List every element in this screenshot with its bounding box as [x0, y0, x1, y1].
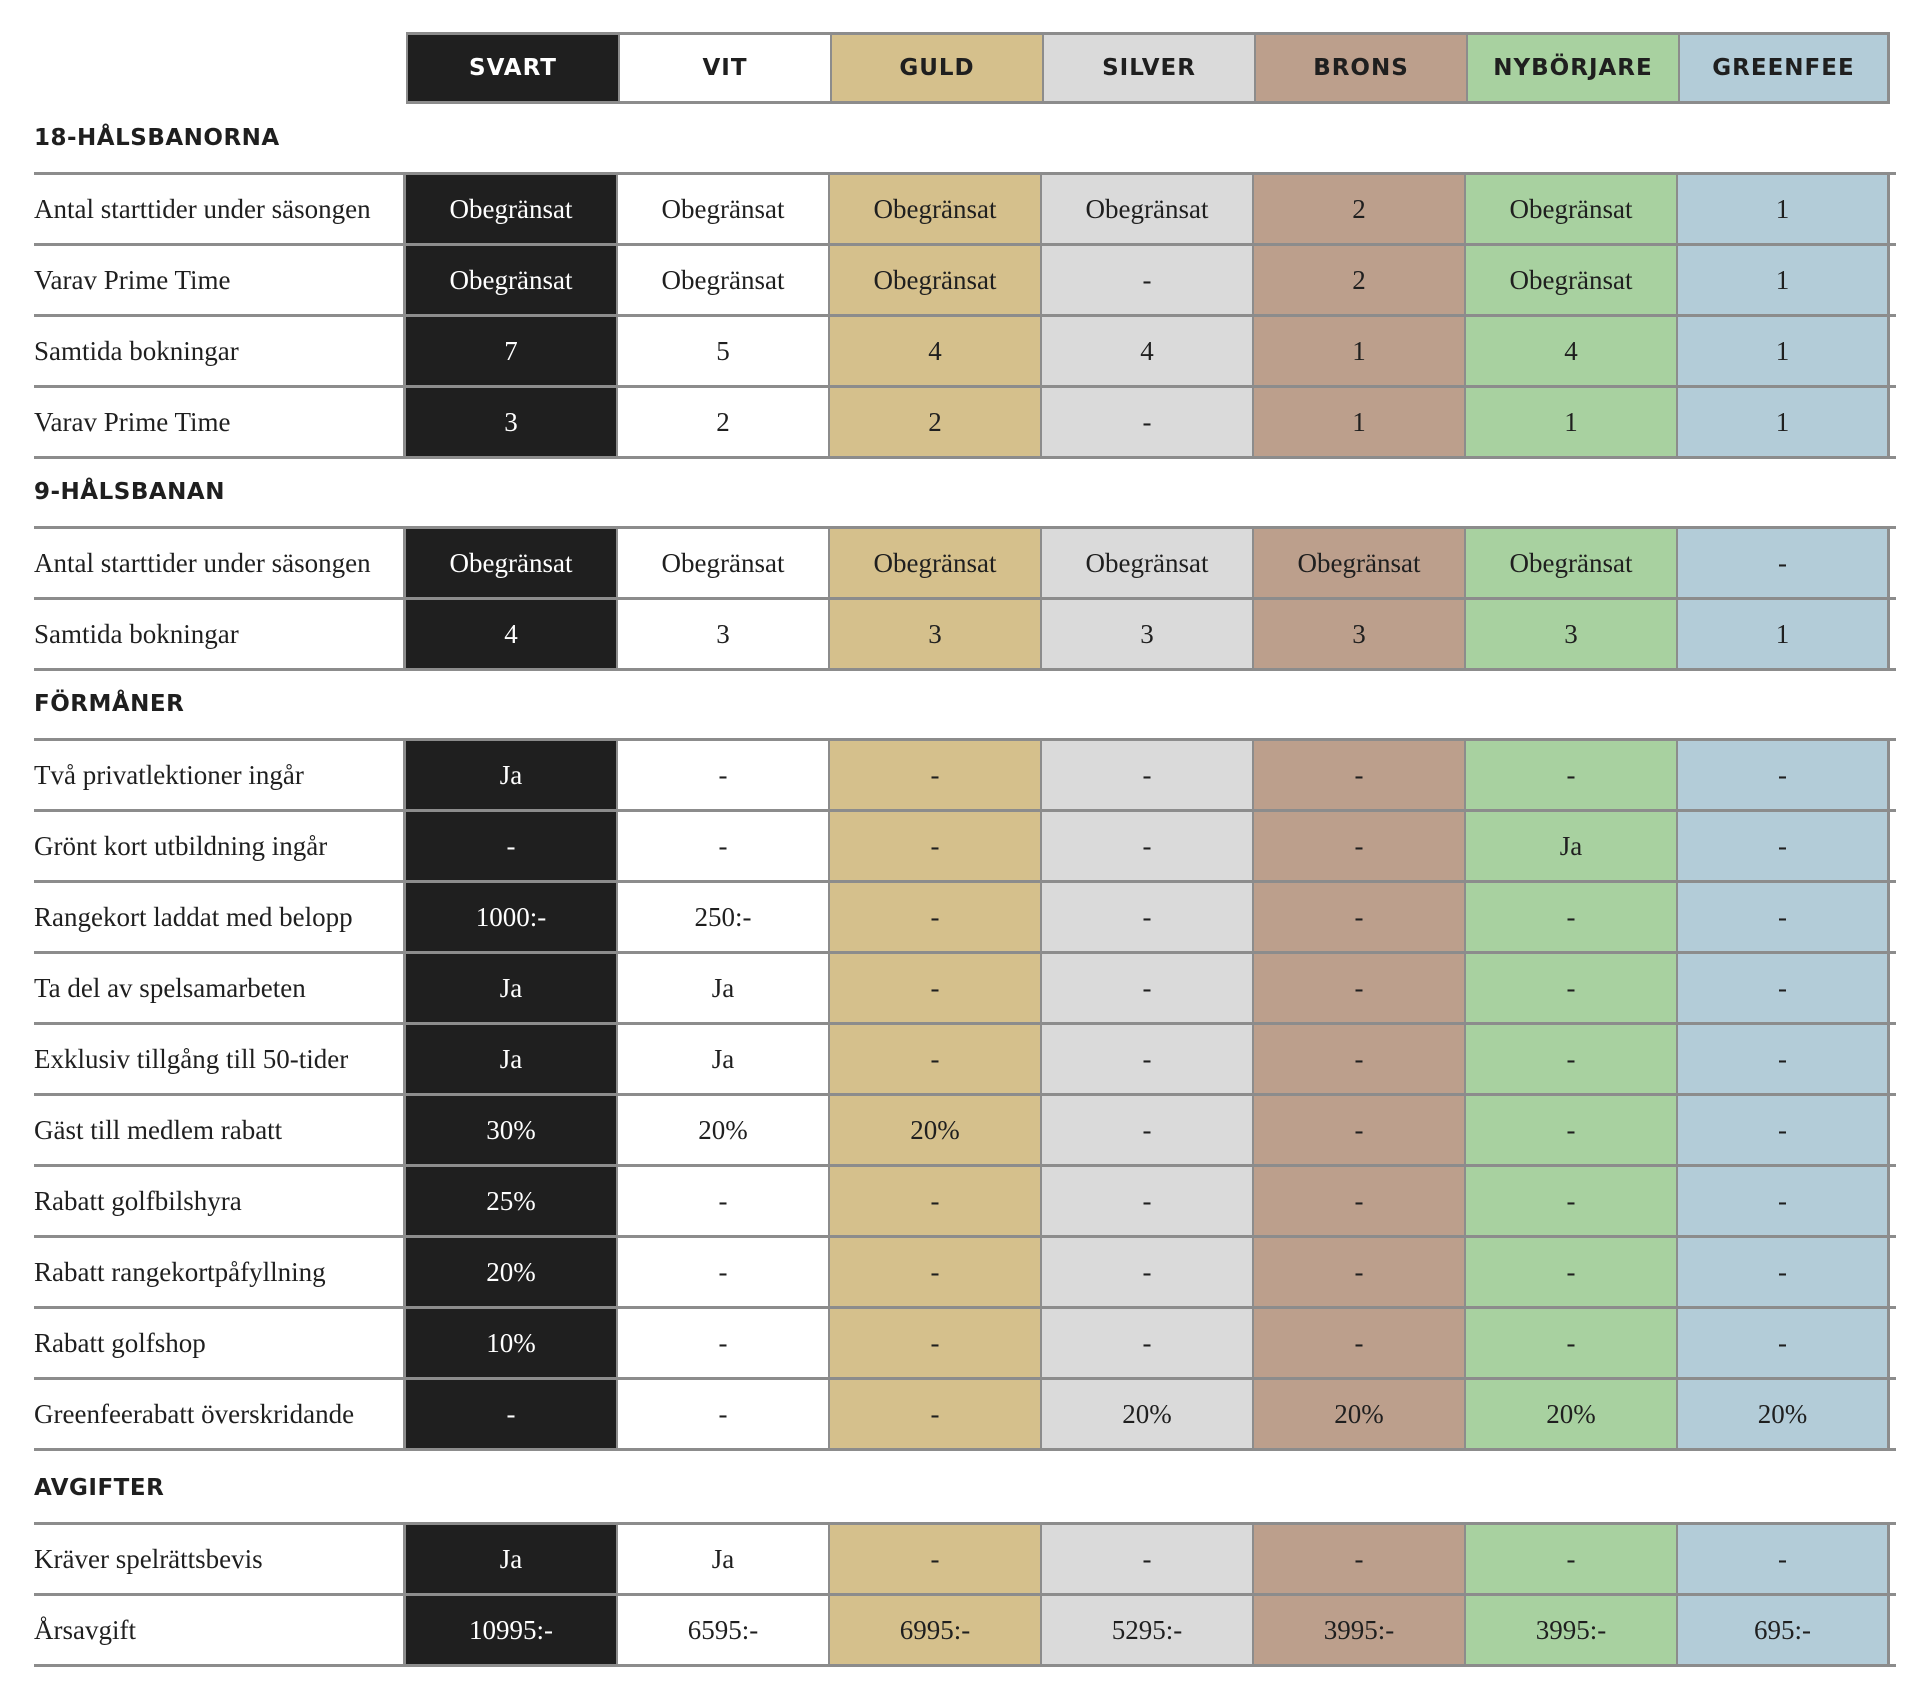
table-cell-brons: 3995:-: [1254, 1596, 1466, 1664]
row-label: Antal starttider under säsongen: [34, 529, 406, 597]
column-header-silver: SILVER: [1042, 32, 1254, 104]
table-cell-svart: Obegränsat: [406, 246, 618, 314]
table-cell-vit: 3: [618, 600, 830, 668]
table-cell-nybörjare: -: [1466, 1309, 1678, 1377]
table-cell-svart: 4: [406, 600, 618, 668]
table-cell-vit: -: [618, 741, 830, 809]
table-cell-nybörjare: -: [1466, 1167, 1678, 1235]
table-cell-silver: -: [1042, 1238, 1254, 1306]
table-cell-guld: -: [830, 1525, 1042, 1593]
table-row: [34, 1380, 1896, 1451]
table-row: [34, 388, 1896, 459]
table-cell-greenfee: -: [1678, 812, 1890, 880]
table-row: [34, 812, 1896, 883]
table-cell-brons: 3: [1254, 600, 1466, 668]
column-header-nybörjare: NYBÖRJARE: [1466, 32, 1678, 104]
table-cell-guld: -: [830, 1309, 1042, 1377]
table-cell-svart: 25%: [406, 1167, 618, 1235]
table-cell-svart: Ja: [406, 1025, 618, 1093]
section-fees: [34, 1454, 1896, 1667]
table-cell-nybörjare: Obegränsat: [1466, 246, 1678, 314]
table-cell-nybörjare: -: [1466, 954, 1678, 1022]
table-cell-svart: 10995:-: [406, 1596, 618, 1664]
table-cell-guld: -: [830, 954, 1042, 1022]
table-cell-nybörjare: -: [1466, 1025, 1678, 1093]
table-cell-silver: -: [1042, 883, 1254, 951]
table-cell-guld: -: [830, 1025, 1042, 1093]
section-title: FÖRMÅNER: [34, 691, 185, 717]
table-cell-vit: Ja: [618, 954, 830, 1022]
table-cell-guld: -: [830, 1380, 1042, 1448]
table-cell-nybörjare: Obegränsat: [1466, 175, 1678, 243]
table-cell-greenfee: -: [1678, 1025, 1890, 1093]
table-cell-nybörjare: -: [1466, 1525, 1678, 1593]
table-row: [34, 175, 1896, 246]
table-cell-brons: -: [1254, 1167, 1466, 1235]
table-cell-vit: Obegränsat: [618, 529, 830, 597]
table-cell-greenfee: -: [1678, 883, 1890, 951]
table-row: [34, 954, 1896, 1025]
table-row: [34, 1525, 1896, 1596]
table-row: [34, 529, 1896, 600]
table-cell-brons: -: [1254, 1096, 1466, 1164]
row-label: Rabatt golfshop: [34, 1309, 406, 1377]
row-label: Samtida bokningar: [34, 317, 406, 385]
table-cell-guld: -: [830, 883, 1042, 951]
table-cell-svart: Obegränsat: [406, 175, 618, 243]
table-cell-silver: -: [1042, 246, 1254, 314]
column-header-vit: VIT: [618, 32, 830, 104]
table-cell-svart: Obegränsat: [406, 529, 618, 597]
table-cell-greenfee: -: [1678, 529, 1890, 597]
table-cell-greenfee: -: [1678, 1309, 1890, 1377]
table-cell-svart: 1000:-: [406, 883, 618, 951]
table-cell-guld: Obegränsat: [830, 246, 1042, 314]
section-title: 18-HÅLSBANORNA: [34, 125, 280, 151]
table-cell-svart: Ja: [406, 954, 618, 1022]
row-label: Ta del av spelsamarbeten: [34, 954, 406, 1022]
table-cell-brons: -: [1254, 1309, 1466, 1377]
column-header-greenfee: GREENFEE: [1678, 32, 1890, 104]
table-cell-guld: -: [830, 1238, 1042, 1306]
table-cell-vit: -: [618, 1380, 830, 1448]
table-cell-vit: -: [618, 812, 830, 880]
table-row: [34, 246, 1896, 317]
table-cell-vit: 6595:-: [618, 1596, 830, 1664]
row-label: Varav Prime Time: [34, 388, 406, 456]
table-row: [34, 1025, 1896, 1096]
table-cell-guld: -: [830, 1167, 1042, 1235]
table-cell-guld: Obegränsat: [830, 529, 1042, 597]
table-cell-brons: 20%: [1254, 1380, 1466, 1448]
table-cell-silver: 5295:-: [1042, 1596, 1254, 1664]
table-cell-greenfee: -: [1678, 1525, 1890, 1593]
row-label: Samtida bokningar: [34, 600, 406, 668]
row-label: Gäst till medlem rabatt: [34, 1096, 406, 1164]
table-cell-silver: -: [1042, 1096, 1254, 1164]
row-label: Varav Prime Time: [34, 246, 406, 314]
table-cell-svart: 7: [406, 317, 618, 385]
table-row: [34, 317, 1896, 388]
table-cell-svart: 20%: [406, 1238, 618, 1306]
table-cell-greenfee: -: [1678, 1238, 1890, 1306]
table-cell-nybörjare: -: [1466, 741, 1678, 809]
table-cell-vit: 20%: [618, 1096, 830, 1164]
section-benefits: [34, 670, 1896, 1451]
table-cell-greenfee: 1: [1678, 388, 1890, 456]
table-cell-greenfee: 1: [1678, 175, 1890, 243]
table-cell-silver: 20%: [1042, 1380, 1254, 1448]
row-label: Greenfeerabatt överskridande: [34, 1380, 406, 1448]
table-cell-guld: -: [830, 741, 1042, 809]
table-cell-nybörjare: -: [1466, 883, 1678, 951]
table-cell-svart: Ja: [406, 741, 618, 809]
table-row: [34, 883, 1896, 954]
table-cell-brons: -: [1254, 1025, 1466, 1093]
table-cell-brons: -: [1254, 812, 1466, 880]
row-label: Antal starttider under säsongen: [34, 175, 406, 243]
table-cell-silver: Obegränsat: [1042, 175, 1254, 243]
table-cell-guld: -: [830, 812, 1042, 880]
table-cell-nybörjare: 3995:-: [1466, 1596, 1678, 1664]
table-cell-guld: 4: [830, 317, 1042, 385]
table-cell-brons: 2: [1254, 246, 1466, 314]
table-cell-nybörjare: 1: [1466, 388, 1678, 456]
table-cell-guld: Obegränsat: [830, 175, 1042, 243]
table-cell-silver: 4: [1042, 317, 1254, 385]
row-label: Årsavgift: [34, 1596, 406, 1664]
table-cell-brons: 2: [1254, 175, 1466, 243]
column-header-guld: GULD: [830, 32, 1042, 104]
table-cell-vit: Obegränsat: [618, 175, 830, 243]
table-cell-vit: Ja: [618, 1025, 830, 1093]
table-cell-svart: -: [406, 812, 618, 880]
table-cell-silver: -: [1042, 1025, 1254, 1093]
table-cell-nybörjare: 4: [1466, 317, 1678, 385]
table-cell-nybörjare: 20%: [1466, 1380, 1678, 1448]
table-cell-vit: 5: [618, 317, 830, 385]
table-cell-greenfee: -: [1678, 1096, 1890, 1164]
table-cell-brons: -: [1254, 1525, 1466, 1593]
table-cell-vit: -: [618, 1238, 830, 1306]
section-title: 9-HÅLSBANAN: [34, 479, 225, 505]
table-row: [34, 600, 1896, 671]
table-cell-greenfee: 1: [1678, 600, 1890, 668]
table-cell-silver: -: [1042, 1309, 1254, 1377]
table-cell-nybörjare: Ja: [1466, 812, 1678, 880]
table-row: [34, 1096, 1896, 1167]
table-cell-vit: Obegränsat: [618, 246, 830, 314]
column-header-row: [406, 32, 1890, 104]
table-cell-brons: -: [1254, 1238, 1466, 1306]
table-cell-silver: -: [1042, 1167, 1254, 1235]
row-label: Kräver spelrättsbevis: [34, 1525, 406, 1593]
table-cell-greenfee: -: [1678, 954, 1890, 1022]
column-header-svart: SVART: [406, 32, 618, 104]
table-cell-guld: 6995:-: [830, 1596, 1042, 1664]
table-cell-greenfee: -: [1678, 1167, 1890, 1235]
section-9-hole: [34, 458, 1896, 671]
table-cell-silver: 3: [1042, 600, 1254, 668]
table-cell-nybörjare: -: [1466, 1238, 1678, 1306]
table-cell-silver: -: [1042, 388, 1254, 456]
table-cell-brons: -: [1254, 883, 1466, 951]
row-label: Exklusiv tillgång till 50-tider: [34, 1025, 406, 1093]
table-row: [34, 1309, 1896, 1380]
table-cell-vit: 250:-: [618, 883, 830, 951]
table-cell-brons: 1: [1254, 388, 1466, 456]
table-cell-silver: -: [1042, 1525, 1254, 1593]
row-label: Rabatt rangekortpåfyllning: [34, 1238, 406, 1306]
table-row: [34, 1596, 1896, 1667]
table-cell-guld: 2: [830, 388, 1042, 456]
table-cell-vit: Ja: [618, 1525, 830, 1593]
table-cell-brons: 1: [1254, 317, 1466, 385]
column-header-brons: BRONS: [1254, 32, 1466, 104]
table-row: [34, 741, 1896, 812]
table-row: [34, 1167, 1896, 1238]
table-cell-nybörjare: 3: [1466, 600, 1678, 668]
table-cell-svart: 10%: [406, 1309, 618, 1377]
table-cell-greenfee: 1: [1678, 246, 1890, 314]
table-cell-vit: -: [618, 1167, 830, 1235]
table-cell-brons: -: [1254, 741, 1466, 809]
table-cell-svart: -: [406, 1380, 618, 1448]
table-cell-vit: -: [618, 1309, 830, 1377]
table-cell-silver: -: [1042, 954, 1254, 1022]
table-cell-greenfee: 1: [1678, 317, 1890, 385]
table-cell-silver: Obegränsat: [1042, 529, 1254, 597]
table-cell-brons: -: [1254, 954, 1466, 1022]
section-title: AVGIFTER: [34, 1475, 165, 1501]
row-label: Rabatt golfbilshyra: [34, 1167, 406, 1235]
row-label: Två privatlektioner ingår: [34, 741, 406, 809]
table-cell-vit: 2: [618, 388, 830, 456]
table-cell-greenfee: 695:-: [1678, 1596, 1890, 1664]
table-cell-silver: -: [1042, 812, 1254, 880]
table-cell-svart: 3: [406, 388, 618, 456]
table-cell-guld: 3: [830, 600, 1042, 668]
row-label: Grönt kort utbildning ingår: [34, 812, 406, 880]
table-cell-greenfee: 20%: [1678, 1380, 1890, 1448]
table-cell-silver: -: [1042, 741, 1254, 809]
table-cell-brons: Obegränsat: [1254, 529, 1466, 597]
table-row: [34, 1238, 1896, 1309]
row-label: Rangekort laddat med belopp: [34, 883, 406, 951]
section-18-hole: [34, 104, 1896, 459]
table-cell-svart: Ja: [406, 1525, 618, 1593]
table-cell-svart: 30%: [406, 1096, 618, 1164]
table-cell-guld: 20%: [830, 1096, 1042, 1164]
table-cell-nybörjare: -: [1466, 1096, 1678, 1164]
table-cell-nybörjare: Obegränsat: [1466, 529, 1678, 597]
table-cell-greenfee: -: [1678, 741, 1890, 809]
